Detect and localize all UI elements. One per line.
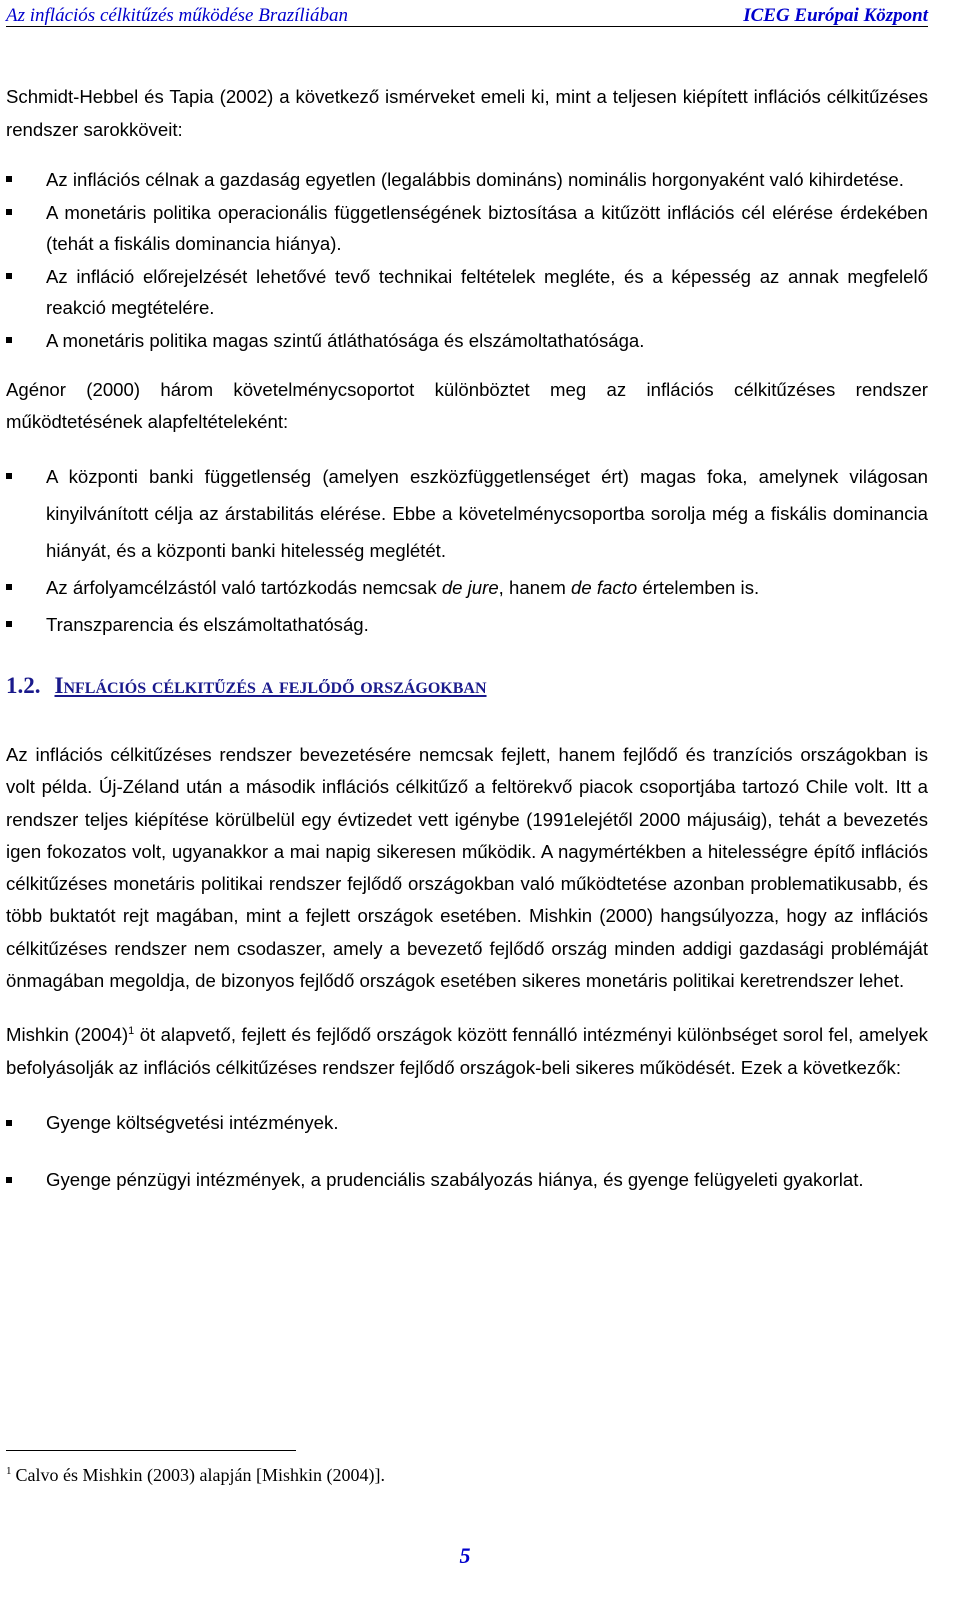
page-body: [6, 80, 928, 1197]
list-item: [6, 569, 928, 606]
differences-list: [6, 1106, 928, 1197]
criteria-list: [6, 164, 928, 356]
requirements-list: [6, 458, 928, 643]
list-item: Az infláció előrejelzését lehetővé tevő technikai feltételek megléte, és a képesség az annak megfelelő reakció megtételére.: [6, 261, 928, 324]
running-header: [6, 4, 928, 27]
de-facto-term: de facto: [571, 577, 638, 598]
footnote-reference[interactable]: 1: [128, 1025, 135, 1038]
list-item: A monetáris politika magas szintű átláthatósága és elszámoltathatósága.: [6, 325, 928, 357]
footnote-mark: 1: [6, 1465, 12, 1477]
paragraph-agenor: Agénor (2000) három követelménycsoportot különböztet meg az inflációs célkitűzéses rendszer működtetésének alapfeltételeként:: [6, 379, 928, 432]
list-item: A monetáris politika operacionális függetlenségének biztosítása a kitűzött inflációs cél elérése érdekében (tehát a fiskális dominancia hiánya).: [6, 197, 928, 260]
paragraph-mishkin: [6, 1019, 928, 1084]
list-item: Transzparencia és elszámoltathatóság.: [6, 606, 928, 643]
paragraph-text: öt alapvető, fejlett és fejlődő országok között fennálló intézményi különbséget sorol fel, amelyek befolyásolják az inflációs célkitűzéses rendszer fejlődő országok-beli sikeres működését. Ezek a következők:: [6, 1024, 928, 1078]
list-item: Az inflációs célnak a gazdaság egyetlen (legalábbis domináns) nominális horgonyaként való kihirdetése.: [6, 164, 928, 196]
footnote-text: Calvo és Mishkin (2003) alapján [Mishkin (2004)].: [15, 1465, 385, 1485]
paragraph-text: Mishkin (2004): [6, 1024, 129, 1046]
page-number: 5: [459, 1543, 471, 1568]
list-item: A központi banki függetlenség (amelyen eszközfüggetlenséget ért) magas foka, amelynek világosan kinyilvánított célja az árstabilitás elérése. Ebbe a követelménycsoportba sorolja még a fiskális dominancia hiányát, és a központi banki hitelesség meglétét.: [6, 458, 928, 569]
paragraph-intro: Schmidt-Hebbel és Tapia (2002) a következő ismérveket emeli ki, mint a teljesen kiépített inflációs célkitűzéses rendszer sarokköveit:: [6, 86, 928, 140]
header-title: Az inflációs célkitűzés működése Brazíliában: [6, 5, 348, 26]
list-item: Gyenge pénzügyi intézmények, a prudenciális szabályozás hiánya, és gyenge felügyeleti gyakorlat.: [6, 1163, 928, 1197]
section-title: Inflációs célkitűzés a fejlődő országokban: [54, 673, 487, 698]
list-item-text: , hanem: [498, 577, 572, 598]
list-item-text: értelemben is.: [637, 577, 760, 598]
de-jure-term: de jure: [441, 577, 499, 598]
list-item-text: Az árfolyamcélzástól való tartózkodás nemcsak: [46, 577, 442, 598]
paragraph-developing-countries: Az inflációs célkitűzéses rendszer bevezetésére nemcsak fejlett, hanem fejlődő és tranzíciós országokban is volt példa. Új-Zéland után a második inflációs célkitűző a feltörekvő piacok csoportjába tartozó Chile volt. Itt a rendszer teljes kiépítése körülbelül egy évtizedet vett igénybe (1991elejétől 2000 májusáig), tehát a bevezetés igen fokozatos volt, ugyanakkor a mai napig sikeresen működik. A nagymértékben a hitelességre építő inflációs célkitűzéses monetáris politikai rendszer fejlődő országokban való működtetése azonban problematikusabb, és több buktatót rejt magában, mint a fejlett országok esetében. Mishkin (2000) hangsúlyozza, hogy az inflációs célkitűzéses rendszer nem csodaszer, amely a bevezető fejlődő ország minden addigi gazdasági problémáját önmagában megoldja, de bizonyos fejlődő országok esetében sikeres monetáris politikai keretrendszer lehet.: [6, 744, 928, 992]
footnote: [6, 1465, 385, 1486]
header-publisher: ICEG Európai Központ: [743, 5, 928, 26]
footnote-separator: [6, 1450, 296, 1451]
section-heading: [6, 673, 928, 699]
list-item: Gyenge költségvetési intézmények.: [6, 1106, 928, 1140]
section-number: 1.2.: [6, 673, 41, 698]
